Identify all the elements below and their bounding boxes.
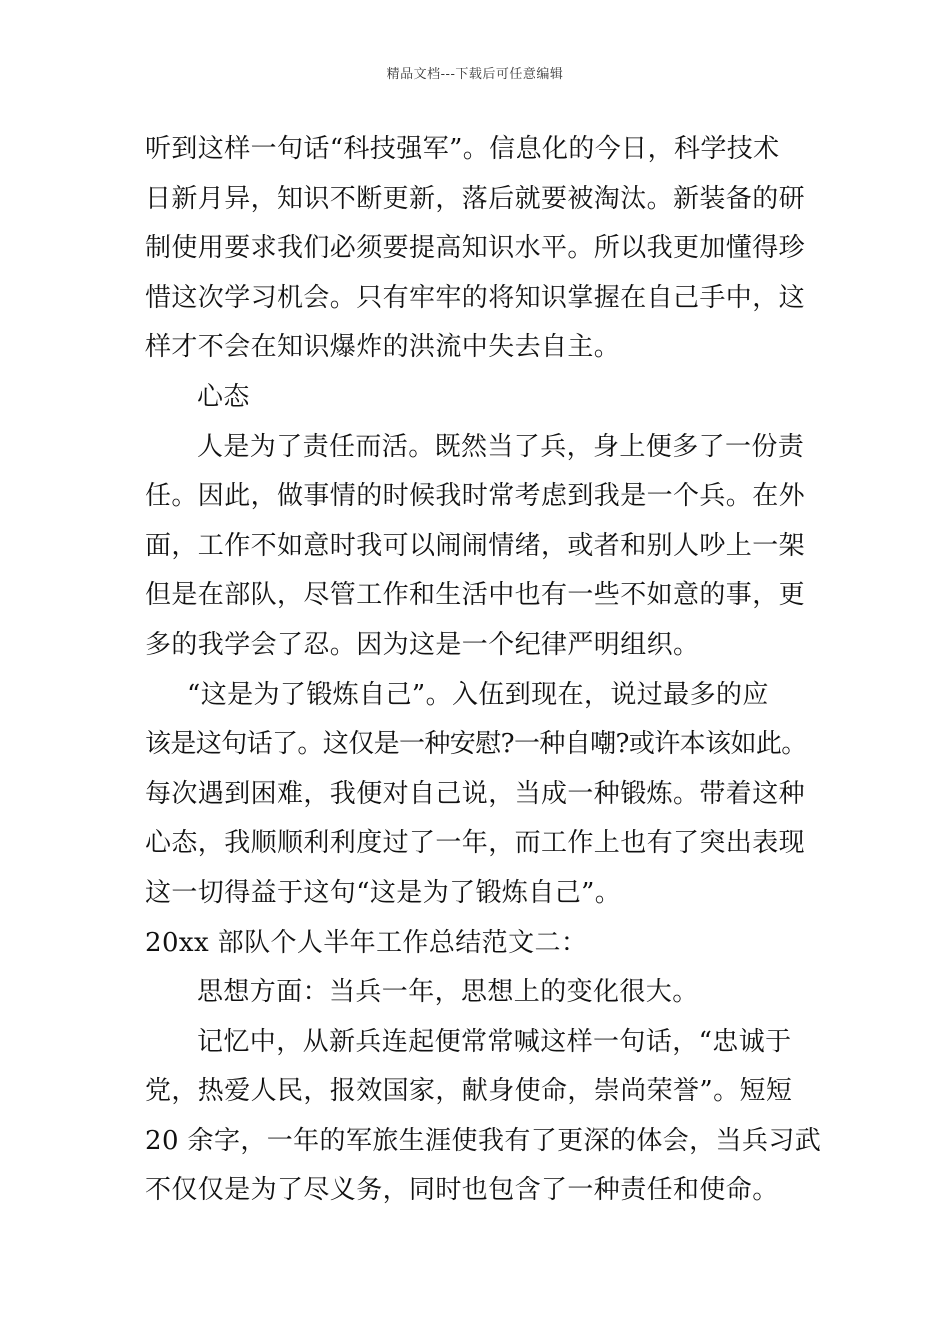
text-line: 20 余字，一年的军旅生涯使我有了更深的体会，当兵习武 xyxy=(145,1125,822,1156)
text-line: 面，工作不如意时我可以闹闹情绪，或者和别人吵上一架 xyxy=(145,530,806,561)
text-line: 制使用要求我们必须要提高知识水平。所以我更加懂得珍 xyxy=(145,233,806,264)
text-line: 心态，我顺顺利利度过了一年，而工作上也有了突出表现 xyxy=(145,828,806,859)
text-line: 听到这样一句话“科技强军”。信息化的今日，科学技术 xyxy=(145,134,780,164)
text-line: 日新月异，知识不断更新，落后就要被淘汰。新装备的研 xyxy=(145,183,806,214)
text-line: 但是在部队，尽管工作和生活中也有一些不如意的事，更 xyxy=(145,580,806,611)
section-heading-mindset: 心态 xyxy=(197,381,250,412)
page-header: 精品文档---下载后可任意编辑 xyxy=(386,67,564,82)
text-line: 人是为了责任而活。既然当了兵，身上便多了一份责 xyxy=(197,431,805,462)
text-line: 该是这句话了。这仅是一种安慰?一种自嘲?或许本该如此。 xyxy=(145,729,807,760)
text-line: 多的我学会了忍。因为这是一个纪律严明组织。 xyxy=(145,629,700,660)
section-title-example-two: 20xx 部队个人半年工作总结范文二： xyxy=(145,927,588,958)
text-line: “这是为了锻炼自己”。入伍到现在，说过最多的应 xyxy=(187,679,769,710)
text-line: 党，热爱人民，报效国家，献身使命，崇尚荣誉”。短短 xyxy=(145,1076,793,1107)
text-line: 思想方面：当兵一年，思想上的变化很大。 xyxy=(197,977,699,1008)
document-body xyxy=(145,125,822,1216)
text-line: 样才不会在知识爆炸的洪流中失去自主。 xyxy=(145,332,621,363)
text-line: 每次遇到困难，我便对自己说，当成一种锻炼。带着这种 xyxy=(145,778,806,809)
text-line: 这一切得益于这句“这是为了锻炼自己”。 xyxy=(145,877,622,908)
text-line: 不仅仅是为了尽义务，同时也包含了一种责任和使命。 xyxy=(145,1175,779,1206)
text-line: 惜这次学习机会。只有牢牢的将知识掌握在自己手中，这 xyxy=(145,282,806,313)
text-line: 任。因此，做事情的时候我时常考虑到我是一个兵。在外 xyxy=(145,481,806,512)
text-line: 记忆中，从新兵连起便常常喊这样一句话，“忠诚于 xyxy=(197,1026,792,1057)
